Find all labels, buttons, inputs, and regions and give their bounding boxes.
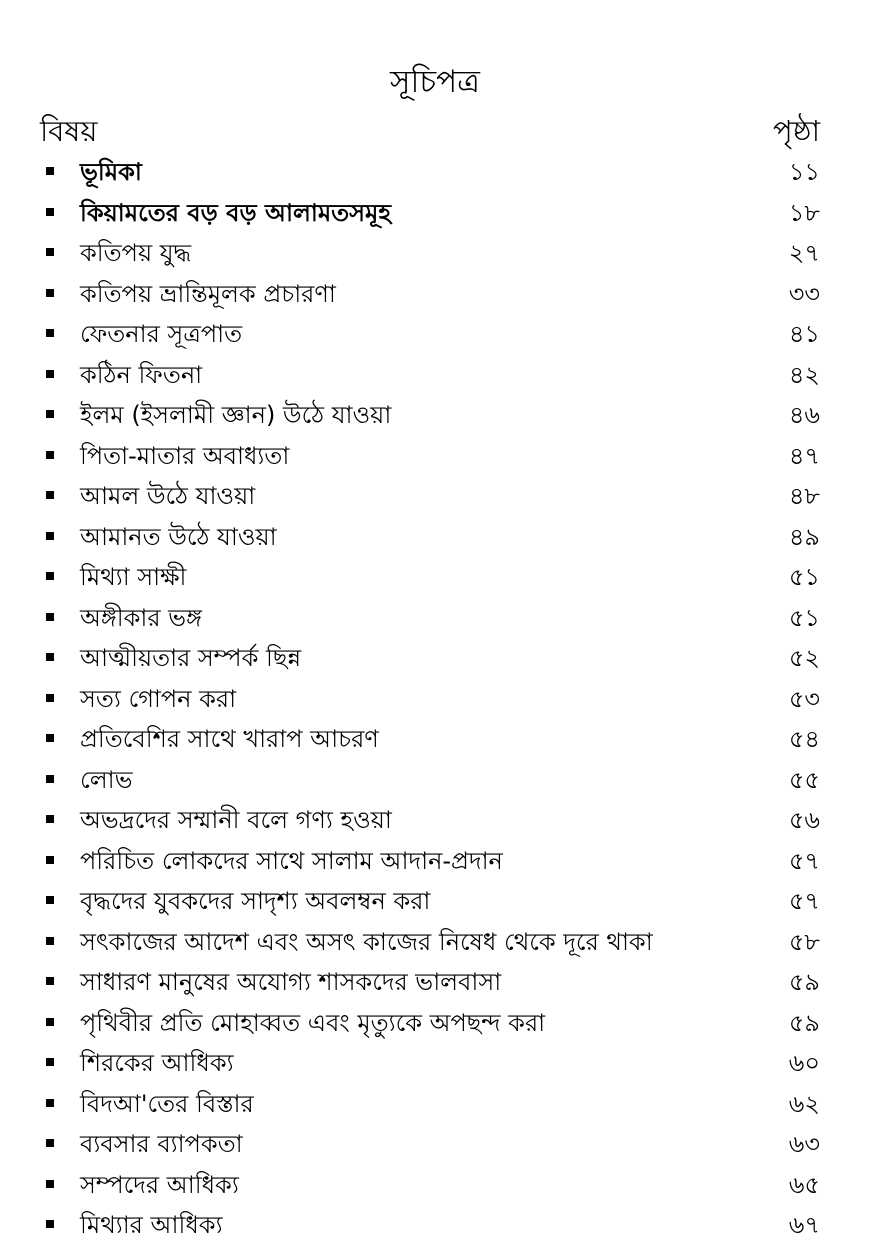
toc-entry-page-number: ৬৫ [788,1170,820,1199]
page-title: সূচিপত্র [390,64,480,100]
toc-entry-label: বিদআ'তের বিস্তার [80,1089,254,1118]
square-bullet-icon [46,532,54,540]
square-bullet-icon [46,1139,54,1147]
toc-entry-page-number: ৩৩ [788,279,820,308]
toc-entry-page-number: ৫৯ [788,1008,820,1037]
square-bullet-icon [46,410,54,418]
toc-entry [0,719,870,760]
toc-entry [0,1043,870,1084]
toc-entry [0,517,870,558]
toc-entry [0,193,870,234]
toc-entry [0,1003,870,1044]
square-bullet-icon [46,289,54,297]
square-bullet-icon [46,451,54,459]
toc-entry-label: আত্মীয়তার সম্পর্ক ছিন্ন [80,644,302,672]
square-bullet-icon [46,329,54,337]
toc-entry-page-number: ৫১ [788,603,820,632]
square-bullet-icon [46,856,54,864]
square-bullet-icon [46,977,54,985]
square-bullet-icon [46,1220,54,1228]
toc-entry [0,274,870,315]
toc-entry-page-number: ৫৯ [788,968,820,996]
toc-entry-page-number: ৬৩ [788,1130,820,1158]
toc-entry-label: প্রতিবেশির সাথে খারাপ আচরণ [80,725,379,753]
toc-entry-page-number: ৪১ [788,320,820,348]
toc-entry [0,800,870,841]
toc-entry [0,922,870,963]
toc-entry-label: ইলম (ইসলামী জ্ঞান) উঠে যাওয়া [80,401,392,429]
square-bullet-icon [46,491,54,499]
toc-entry-label: কঠিন ফিতনা [80,360,203,389]
toc-entry [0,152,870,193]
square-bullet-icon [46,248,54,256]
toc-entry-label: কতিপয় ভ্রান্তিমূলক প্রচারণা [80,279,336,308]
toc-entry-label: সত্য গোপন করা [80,684,237,713]
toc-entry-page-number: ৬০ [788,1049,820,1077]
toc-entry [0,598,870,639]
toc-entry-label: সম্পদের আধিক্য [80,1170,239,1199]
square-bullet-icon [46,1018,54,1026]
toc-entry-label: ভূমিকা [80,158,142,186]
toc-entry-page-number: ২৭ [788,239,820,267]
toc-entry-page-number: ৫১ [788,563,820,591]
toc-entry-page-number: ৬৭ [788,1211,820,1239]
toc-entry-label: পরিচিত লোকদের সাথে সালাম আদান-প্রদান [80,846,503,875]
toc-entry [0,881,870,922]
square-bullet-icon [46,1180,54,1188]
toc-entry-page-number: ১৮ [788,198,820,227]
toc-entry [0,962,870,1003]
square-bullet-icon [46,1099,54,1107]
square-bullet-icon [46,208,54,216]
toc-entry-label: পিতা-মাতার অবাধ্যতা [80,441,290,470]
square-bullet-icon [46,694,54,702]
toc-entry [0,1205,870,1246]
toc-entry-label: ব্যবসার ব্যাপকতা [80,1130,243,1158]
toc-entry-label: বৃদ্ধদের যুবকদের সাদৃশ্য অবলম্বন করা [80,887,431,915]
square-bullet-icon [46,653,54,661]
toc-entry [0,395,870,436]
toc-entry-page-number: ৫৩ [788,684,820,713]
toc-entry-page-number: ৫৭ [788,887,820,915]
toc-entry-label: আমানত উঠে যাওয়া [80,522,277,551]
toc-entry-label: মিথ্যা সাক্ষী [80,563,187,591]
toc-entry [0,679,870,720]
toc-entry [0,476,870,517]
toc-entry-label: মিথ্যার আধিক্য [80,1211,223,1239]
toc-entry-page-number: ৫৭ [788,846,820,875]
toc-entry-label: শিরকের আধিক্য [80,1049,234,1077]
toc-entry-label: অঙ্গীকার ভঙ্গ [80,603,202,632]
square-bullet-icon [46,1058,54,1066]
toc-entry [0,638,870,679]
toc-entry-page-number: ৪২ [788,360,820,389]
square-bullet-icon [46,370,54,378]
toc-entry-label: কিয়ামতের বড় বড় আলামতসমূহ [80,198,391,227]
square-bullet-icon [46,572,54,580]
toc-entry-page-number: ৫৪ [788,725,820,753]
toc-entry-page-number: ৪৭ [788,441,820,470]
toc-entry-label: লোভ [80,765,133,794]
toc-entry-label: আমল উঠে যাওয়া [80,482,256,510]
toc-entry-page-number: ৪৯ [788,522,820,551]
toc-entry-label: অভদ্রদের সম্মানী বলে গণ্য হওয়া [80,806,392,834]
toc-entry [0,436,870,477]
toc-entry [0,760,870,801]
toc-entry-page-number: ১১ [788,158,820,186]
square-bullet-icon [46,167,54,175]
square-bullet-icon [46,775,54,783]
toc-entry [0,233,870,274]
toc-entry [0,314,870,355]
toc-entry-page-number: ৪৬ [788,401,820,429]
square-bullet-icon [46,613,54,621]
toc-entry-page-number: ৫৫ [788,765,820,794]
toc-entry-label: কতিপয় যুদ্ধ [80,239,192,267]
toc-entry-label: সৎকাজের আদেশ এবং অসৎ কাজের নিষেধ থেকে দূরে থাকা [80,927,653,956]
toc-list [0,152,870,1246]
toc-entry-page-number: ৫২ [788,644,820,672]
toc-entry-label: সাধারণ মানুষের অযোগ্য শাসকদের ভালবাসা [80,968,502,996]
toc-entry [0,1084,870,1125]
toc-entry [0,1124,870,1165]
square-bullet-icon [46,734,54,742]
toc-entry [0,557,870,598]
square-bullet-icon [46,896,54,904]
subject-column-header: বিষয় [40,114,98,148]
toc-entry-page-number: ৫৬ [788,806,820,834]
toc-entry [0,1165,870,1206]
toc-entry-page-number: ৬২ [788,1089,820,1118]
toc-entry [0,355,870,396]
page-column-header: পৃষ্ঠা [773,114,820,148]
toc-entry-page-number: ৪৮ [788,482,820,510]
toc-entry [0,841,870,882]
toc-entry-label: ফেতনার সূত্রপাত [80,320,243,348]
toc-entry-page-number: ৫৮ [788,927,820,956]
square-bullet-icon [46,937,54,945]
toc-entry-label: পৃথিবীর প্রতি মোহাব্বত এবং মৃত্যুকে অপছন্দ করা [80,1008,546,1037]
square-bullet-icon [46,815,54,823]
